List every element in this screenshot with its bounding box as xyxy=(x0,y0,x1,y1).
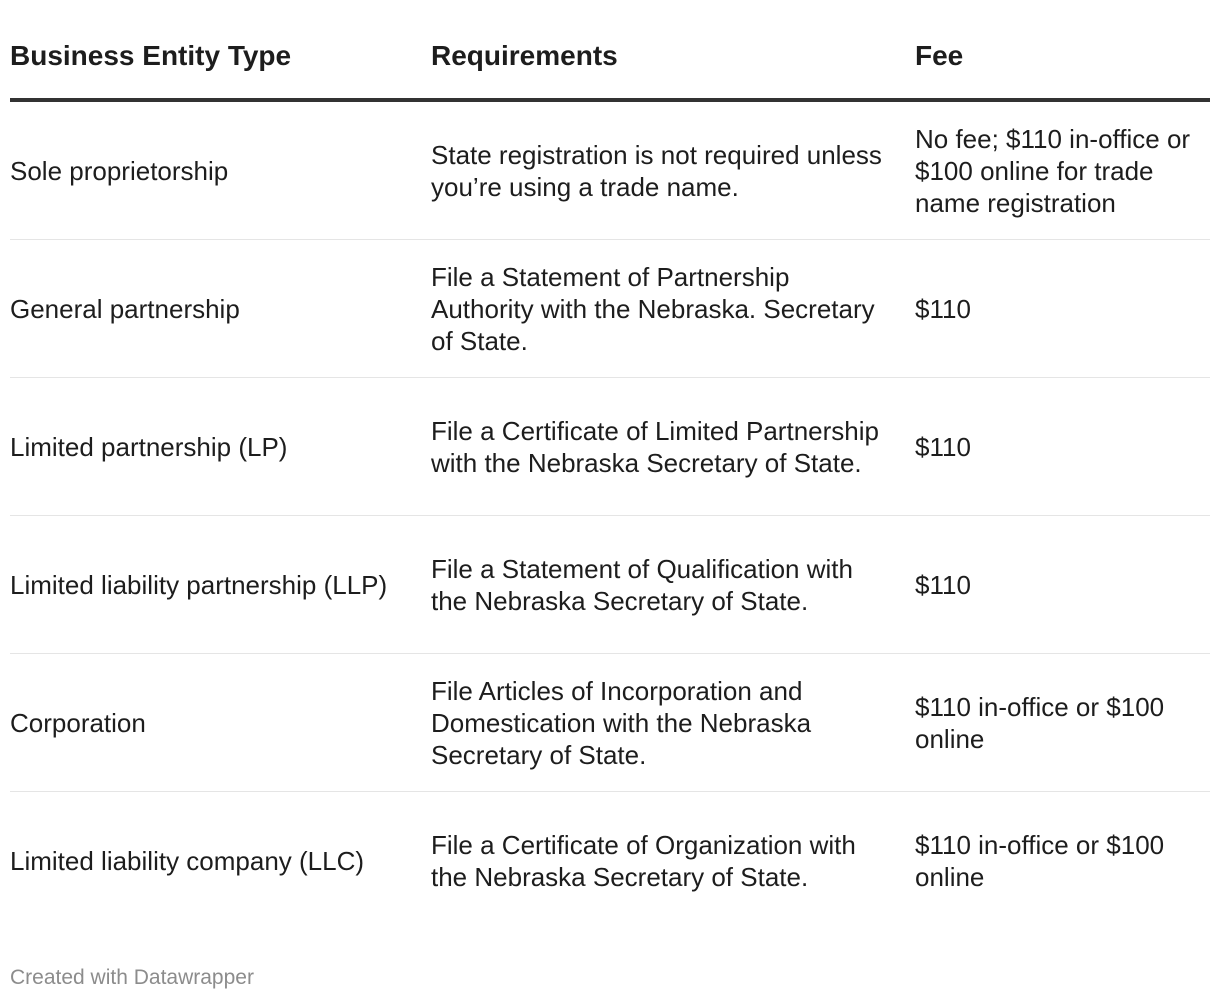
table-row xyxy=(10,792,1210,930)
cell-entity-type: Sole proprietorship xyxy=(10,100,431,240)
cell-requirements: File a Certificate of Organization with the Nebraska Secretary of State. xyxy=(431,829,856,892)
cell-fee: $110 in-office or $100 online xyxy=(915,829,1165,892)
cell-fee: No fee; $110 in-office or $100 online for trade name registration xyxy=(915,100,1210,240)
cell-fee: $110 in-office or $100 online xyxy=(915,654,1210,792)
cell-entity-type: Limited liability partnership (LLP) xyxy=(10,516,431,654)
cell-requirements: File a Statement of Partnership Authority with the Nebraska. Secretary of State. xyxy=(431,240,915,378)
cell-entity-type: General partnership xyxy=(10,240,431,378)
cell-requirements: File Articles of Incorporation and Domestication with the Nebraska Secretary of State. xyxy=(431,654,915,792)
cell-requirements: File a Statement of Qualification with the Nebraska Secretary of State. xyxy=(431,516,915,654)
footer-credit: Created with Datawrapper xyxy=(10,966,254,989)
data-table xyxy=(10,40,1210,929)
table-header-row xyxy=(10,40,1210,100)
column-header-entity-type: Business Entity Type xyxy=(10,40,431,100)
cell-entity-type: Limited liability company (LLC) xyxy=(10,845,365,876)
table-row xyxy=(10,100,1210,240)
cell-fee: $110 xyxy=(915,240,1210,378)
table-row xyxy=(10,654,1210,792)
cell-fee: $110 xyxy=(915,378,1210,516)
cell-requirements: File a Certificate of Limited Partnership with the Nebraska Secretary of State. xyxy=(431,378,915,516)
cell-entity-type: Corporation xyxy=(10,654,431,792)
table-row xyxy=(10,378,1210,516)
column-header-fee: Fee xyxy=(915,40,1210,100)
data-table-container xyxy=(10,40,1210,929)
cell-requirements: State registration is not required unless you’re using a trade name. xyxy=(431,100,915,240)
cell-entity-type: Limited partnership (LP) xyxy=(10,378,431,516)
table-row xyxy=(10,516,1210,654)
table-row xyxy=(10,240,1210,378)
column-header-requirements: Requirements xyxy=(431,40,915,100)
cell-fee: $110 xyxy=(915,516,1210,654)
